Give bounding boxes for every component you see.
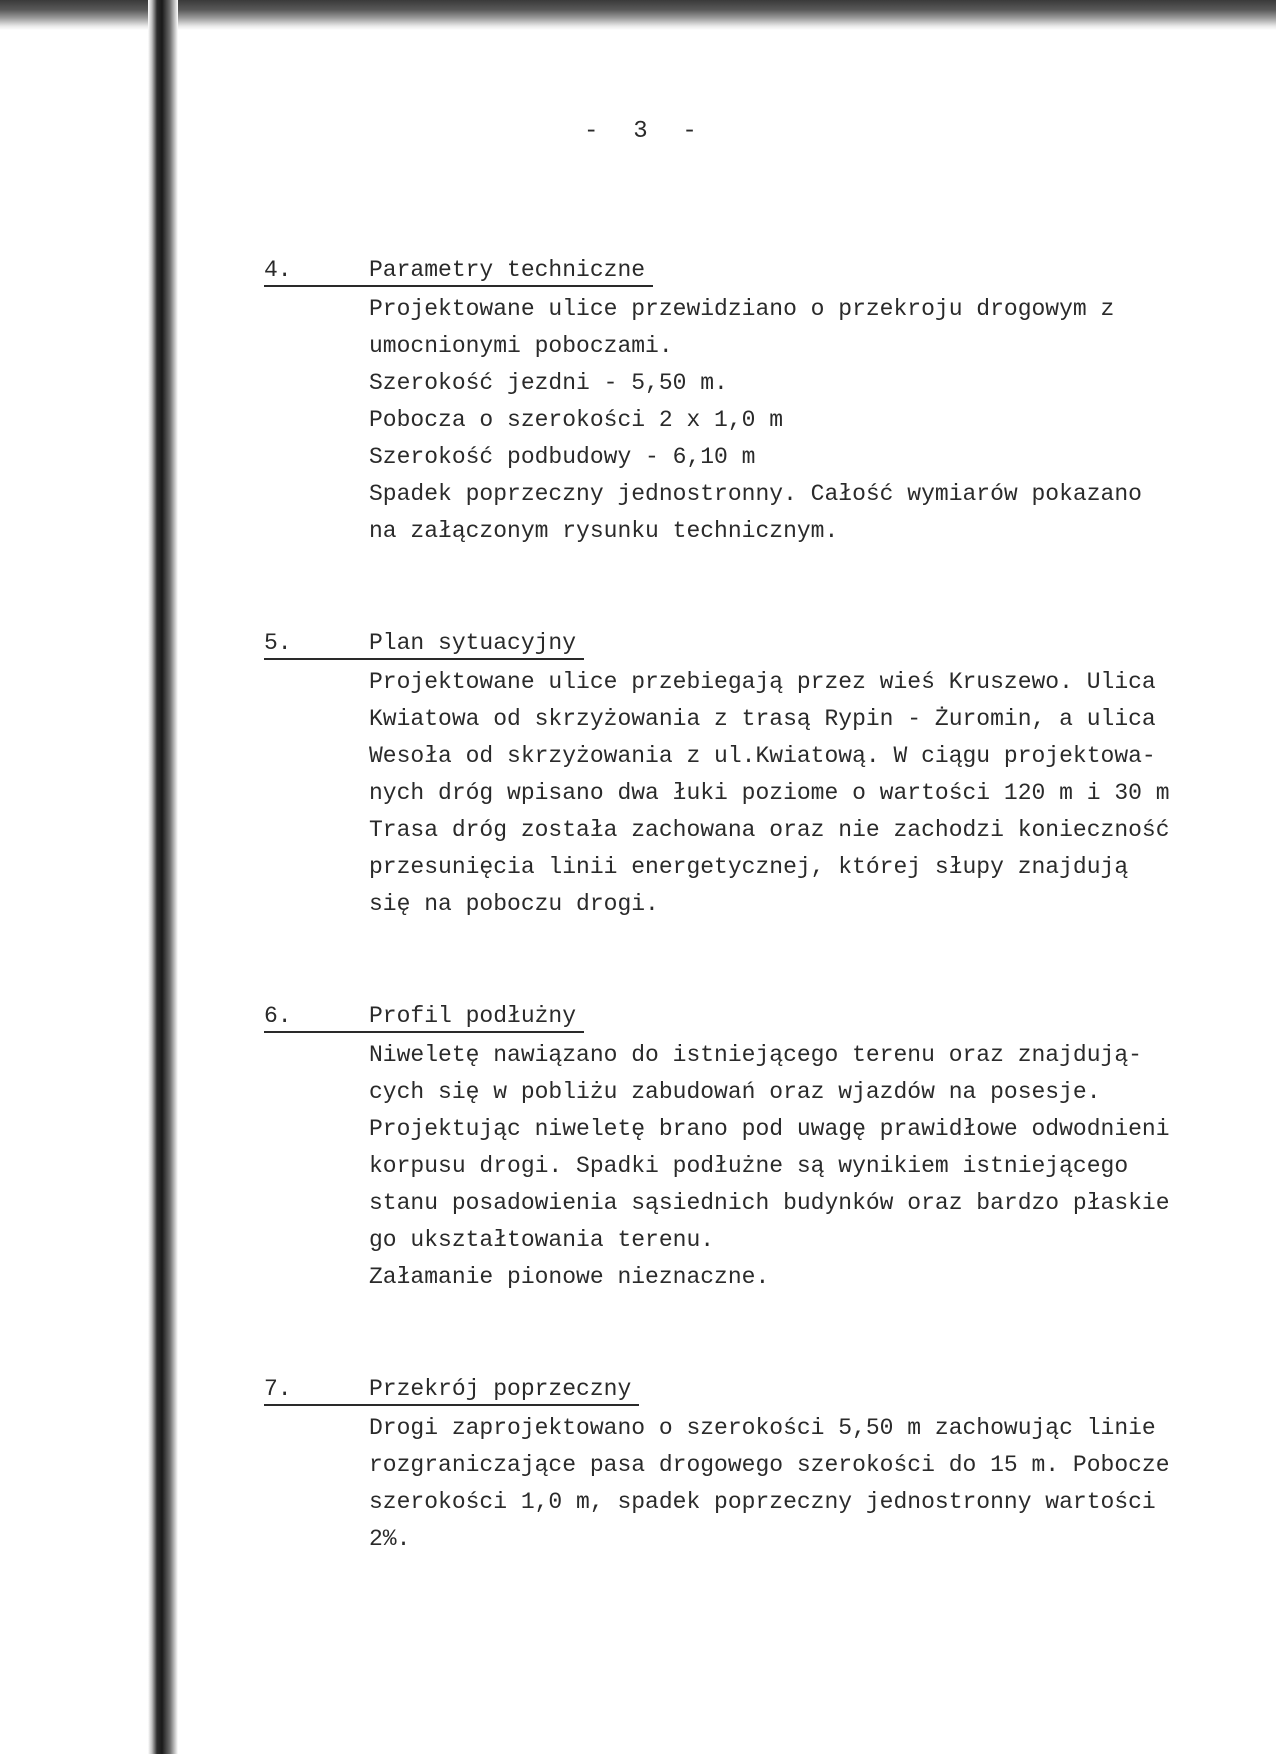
text-line: Projektowane ulice przewidziano o przekroju drogowym z [369, 296, 1115, 322]
section-number: 5. [264, 630, 292, 656]
section-body [369, 664, 1254, 923]
text-line: nych dróg wpisano dwa łuki poziome o wartości 120 m i 30 m [369, 780, 1170, 806]
section-heading [264, 1001, 584, 1033]
section-number: 7. [264, 1376, 292, 1402]
text-line: 2%. [369, 1526, 411, 1552]
text-line: przesunięcia linii energetycznej, której słupy znajdują [369, 854, 1129, 880]
text-line: korpusu drogi. Spadki podłużne są wynikiem istniejącego [369, 1153, 1129, 1179]
section-technical-parameters [264, 255, 1254, 550]
text-line: cych się w pobliżu zabudowań oraz wjazdów na posesje. [369, 1079, 1101, 1105]
text-line: się na poboczu drogi. [369, 891, 659, 917]
text-line: Projektując niweletę brano pod uwagę prawidłowe odwodnieni [369, 1116, 1170, 1142]
text-line: rozgraniczające pasa drogowego szerokości do 15 m. Pobocze [369, 1452, 1170, 1478]
section-body [369, 291, 1254, 550]
text-line: Szerokość jezdni - 5,50 m. [369, 370, 728, 396]
text-line: umocnionymi poboczami. [369, 333, 673, 359]
section-title: Profil podłużny [369, 1003, 577, 1029]
text-line: Trasa dróg została zachowana oraz nie zachodzi konieczność [369, 817, 1170, 843]
text-line: Szerokość podbudowy - 6,10 m [369, 444, 756, 470]
text-line: Wesoła od skrzyżowania z ul.Kwiatową. W ciągu projektowa- [369, 743, 1156, 769]
text-line: Drogi zaprojektowano o szerokości 5,50 m zachowując linie [369, 1415, 1156, 1441]
section-heading [264, 628, 584, 660]
section-body [369, 1037, 1254, 1296]
section-heading [264, 255, 653, 287]
text-line: Kwiatowa od skrzyżowania z trasą Rypin - Żuromin, a ulica [369, 706, 1156, 732]
text-line: szerokości 1,0 m, spadek poprzeczny jednostronny wartości [369, 1489, 1156, 1515]
text-line: Załamanie pionowe nieznaczne. [369, 1264, 770, 1290]
section-site-plan [264, 628, 1254, 923]
section-number: 6. [264, 1003, 292, 1029]
scan-top-edge-shadow [0, 0, 1276, 30]
text-line: na załączonym rysunku technicznym. [369, 518, 839, 544]
text-line: Spadek poprzeczny jednostronny. Całość wymiarów pokazano [369, 481, 1142, 507]
text-line: Projektowane ulice przebiegają przez wieś Kruszewo. Ulica [369, 669, 1156, 695]
page-number: - 3 - [584, 118, 699, 145]
section-longitudinal-profile [264, 1001, 1254, 1296]
section-title: Parametry techniczne [369, 257, 646, 283]
section-title: Plan sytuacyjny [369, 630, 577, 656]
text-line: stanu posadowienia sąsiednich budynków oraz bardzo płaskie [369, 1190, 1170, 1216]
section-title: Przekrój poprzeczny [369, 1376, 632, 1402]
text-line: Pobocza o szerokości 2 x 1,0 m [369, 407, 784, 433]
text-line: Niweletę nawiązano do istniejącego terenu oraz znajdują- [369, 1042, 1142, 1068]
scan-binding-shadow [148, 0, 178, 1754]
section-heading [264, 1374, 639, 1406]
text-line: go ukształtowania terenu. [369, 1227, 715, 1253]
section-body [369, 1410, 1254, 1558]
section-number: 4. [264, 257, 292, 283]
section-cross-section [264, 1374, 1254, 1558]
